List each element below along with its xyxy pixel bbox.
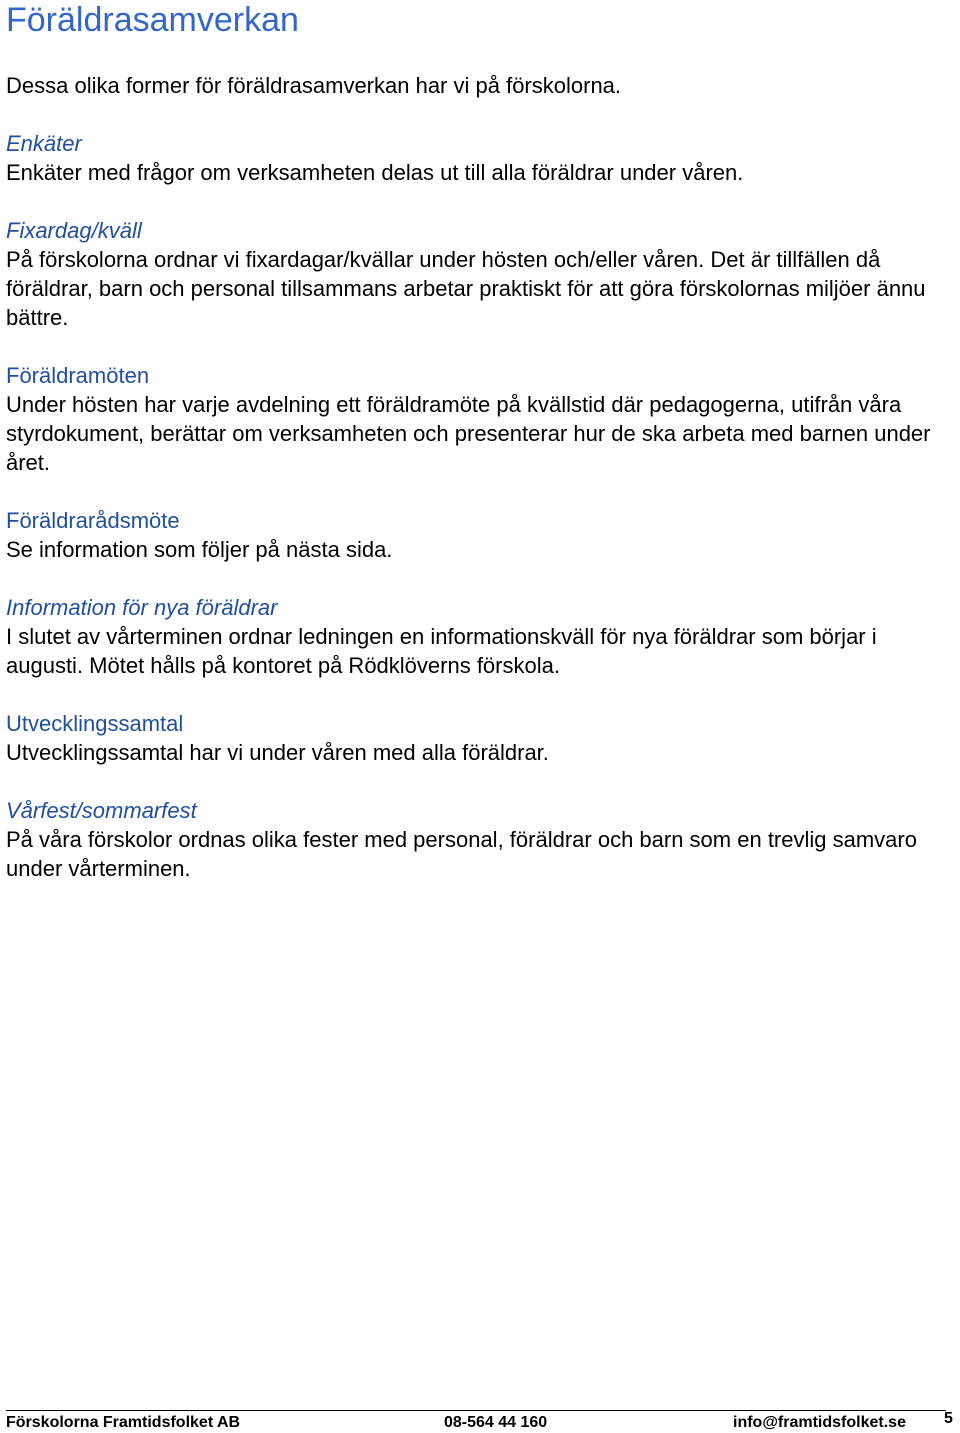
section-heading: Utvecklingssamtal xyxy=(6,711,184,736)
section-heading: Information för nya föräldrar xyxy=(6,595,278,620)
page-footer xyxy=(6,1410,946,1431)
section-text: Se information som följer på nästa sida. xyxy=(6,537,393,562)
section-foraldraradsmote xyxy=(6,506,956,564)
section-text: Enkäter med frågor om verksamheten delas ut till alla föräldrar under våren. xyxy=(6,160,744,185)
section-fixardag xyxy=(6,216,956,332)
section-heading: Föräldrarådsmöte xyxy=(6,508,180,533)
section-text: Utvecklingssamtal har vi under våren med alla föräldrar. xyxy=(6,740,549,765)
section-heading: Vårfest/sommarfest xyxy=(6,798,197,823)
section-heading: Fixardag/kväll xyxy=(6,218,142,243)
section-heading: Föräldramöten xyxy=(6,363,150,388)
section-text: På förskolorna ordnar vi fixardagar/kvällar under hösten och/eller våren. Det är tillfällen då föräldrar, barn och personal tillsammans arbetar praktiskt för att göra förskolornas miljöer ännu bättre. xyxy=(6,247,926,330)
section-information-nya-foraldrar xyxy=(6,593,956,680)
section-text: Under hösten har varje avdelning ett föräldramöte på kvällstid där pedagogerna, utifrån våra styrdokument, berättar om verksamheten och presenterar hur de ska arbeta med barnen under året. xyxy=(6,392,931,475)
section-heading: Enkäter xyxy=(6,131,82,156)
section-text: I slutet av vårterminen ordnar ledningen en informationskväll för nya föräldrar som börjar i augusti. Mötet hålls på kontoret på Rödklöverns förskola. xyxy=(6,624,877,678)
footer-company: Förskolorna Framtidsfolket AB xyxy=(6,1414,241,1431)
section-utvecklingssamtal xyxy=(6,709,956,767)
page-title: Föräldrasamverkan xyxy=(6,1,299,39)
intro-text: Dessa olika former för föräldrasamverkan har vi på förskolorna. xyxy=(6,73,622,98)
section-text: På våra förskolor ordnas olika fester med personal, föräldrar och barn som en trevlig samvaro under vårterminen. xyxy=(6,827,917,881)
footer-email: info@framtidsfolket.se xyxy=(733,1414,906,1431)
footer-phone: 08-564 44 160 xyxy=(444,1414,548,1431)
section-enkater xyxy=(6,129,956,187)
page-number: 5 xyxy=(944,1410,953,1427)
section-foraldramoten xyxy=(6,361,956,477)
section-varfest xyxy=(6,796,956,883)
